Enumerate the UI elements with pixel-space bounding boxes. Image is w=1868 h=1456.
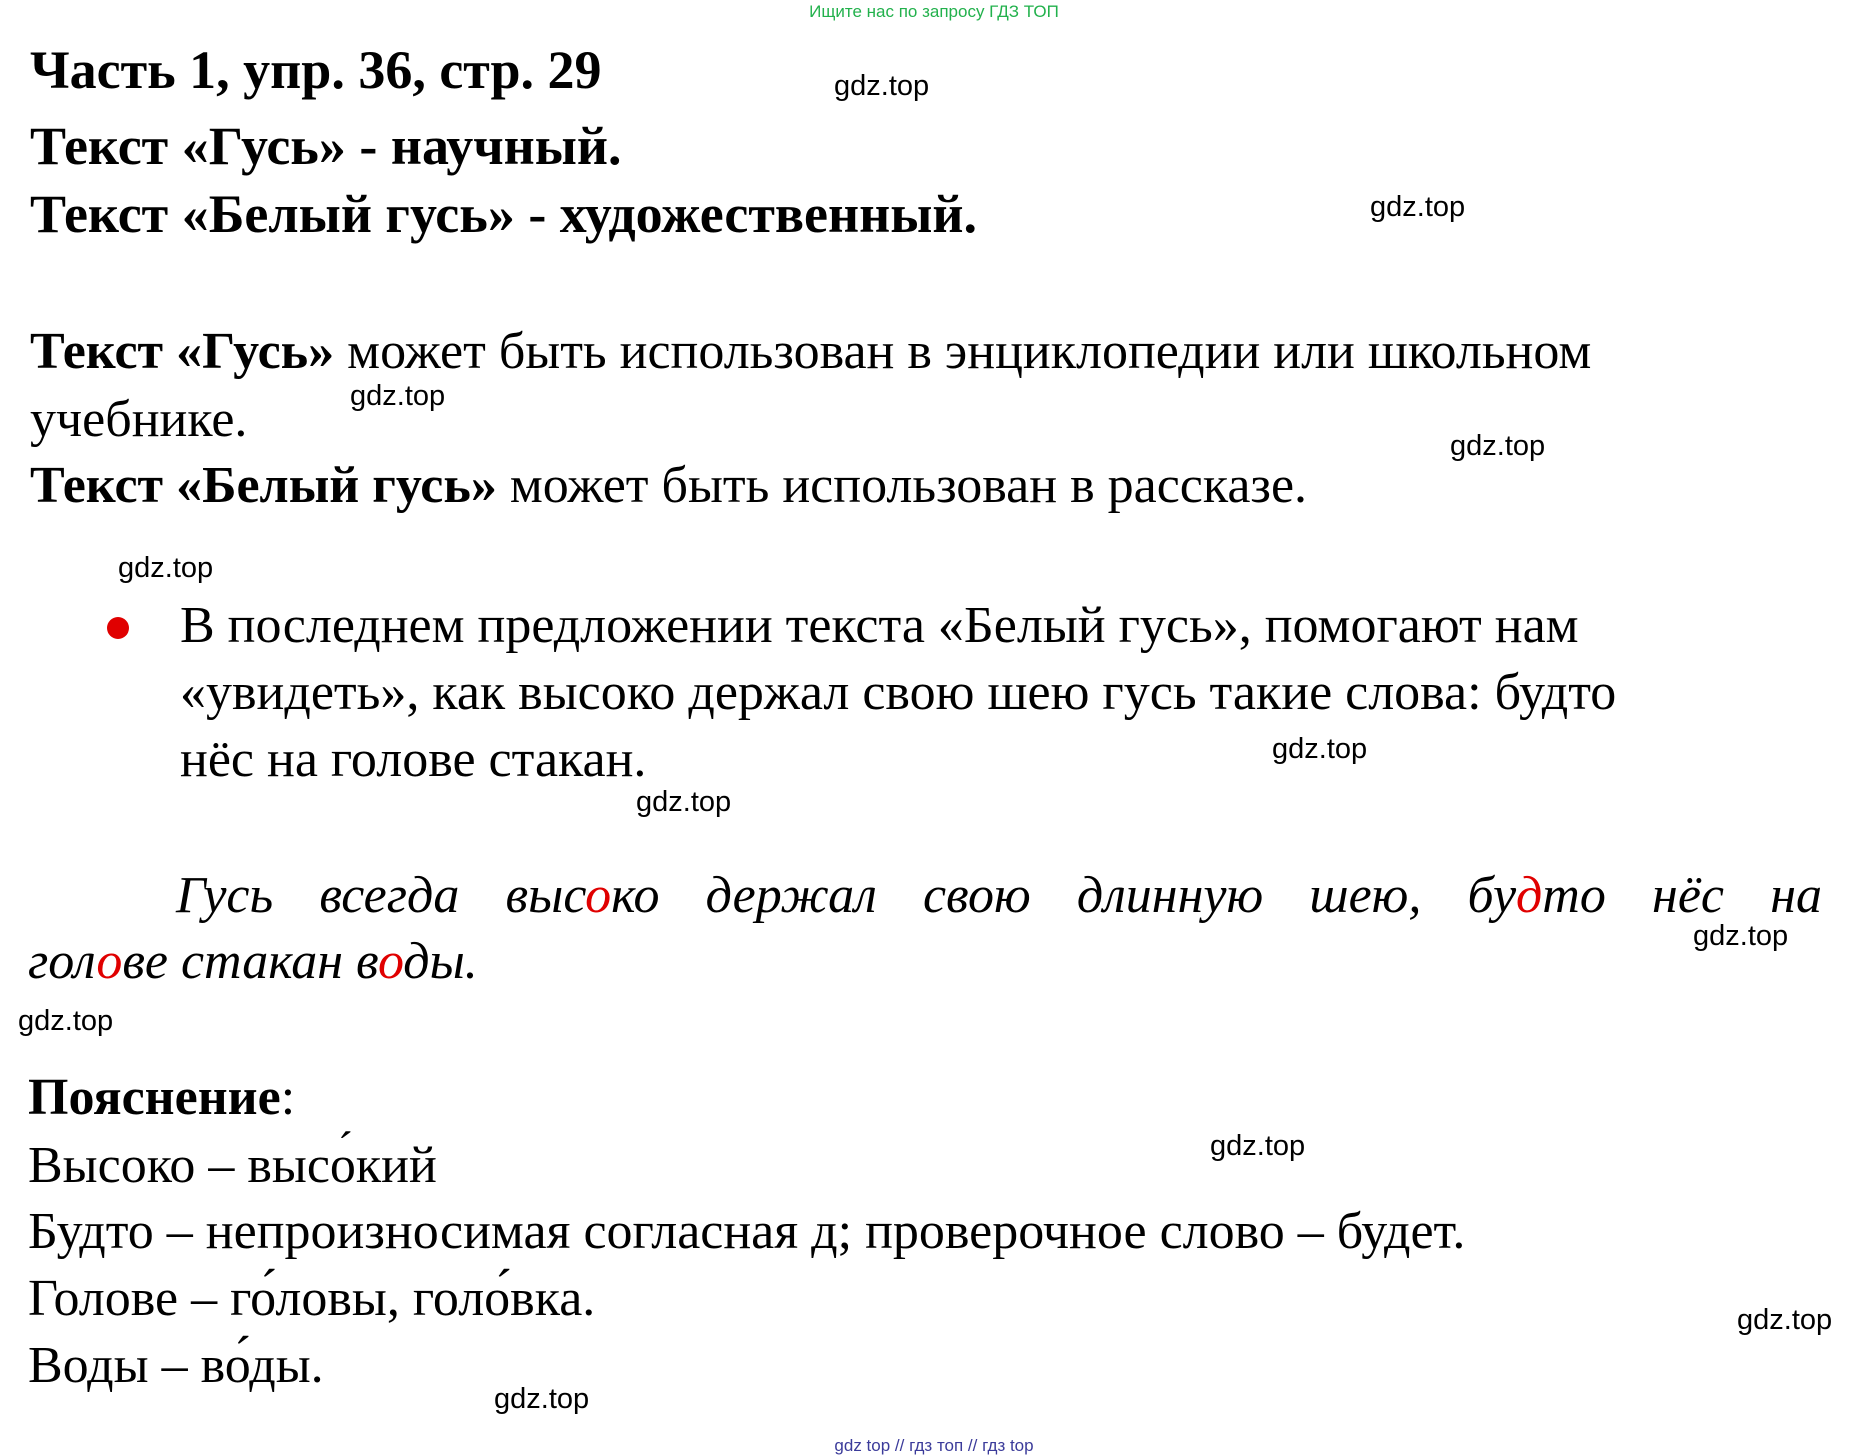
usage-2-title: Текст «Белый гусь» bbox=[30, 457, 497, 514]
explanation-colon: : bbox=[280, 1069, 296, 1126]
explanation-row-4: Воды – во́ды. bbox=[28, 1337, 324, 1394]
explanation-row-3: Голове – го́ловы, голо́вка. bbox=[28, 1270, 596, 1327]
quote-text: ко держал свою длинную шею, бу bbox=[611, 867, 1516, 924]
top-banner[interactable]: Ищите нас по запросу ГДЗ ТОП bbox=[809, 2, 1059, 21]
usage-paragraph-2 bbox=[30, 452, 1307, 520]
exercise-title: Часть 1, упр. 36, стр. 29 bbox=[30, 40, 602, 100]
quote-line-2 bbox=[28, 928, 478, 996]
text-type-white-goose: Текст «Белый гусь» - художественный. bbox=[30, 184, 978, 244]
quote-line-1 bbox=[176, 862, 1822, 930]
watermark: gdz.top bbox=[1370, 191, 1466, 223]
watermark: gdz.top bbox=[18, 1005, 114, 1037]
highlight-letter: д bbox=[1515, 867, 1543, 924]
watermark: gdz.top bbox=[1210, 1130, 1306, 1162]
quote-text: то нёс на bbox=[1542, 867, 1822, 924]
usage-1-text: может быть использован в энциклопедии или школьном bbox=[334, 323, 1592, 380]
usage-paragraph-1 bbox=[30, 318, 1591, 386]
explanation-row-2: Будто – непроизносимая согласная д; проверочное слово – будет. bbox=[28, 1203, 1466, 1260]
bullet-line-2: «увидеть», как высоко держал свою шею гусь такие слова: будто bbox=[180, 664, 1617, 721]
explanation-title: Пояснение bbox=[28, 1069, 281, 1126]
usage-paragraph-1-cont: учебнике. bbox=[30, 391, 248, 448]
explanation-text: Высоко – выс bbox=[28, 1137, 330, 1194]
quote-text: ве стакан в bbox=[122, 933, 378, 990]
quote-text: ды. bbox=[403, 933, 478, 990]
watermark: gdz.top bbox=[1272, 733, 1368, 765]
highlight-letter: о bbox=[377, 933, 404, 990]
text-type-goose: Текст «Гусь» - научный. bbox=[30, 116, 622, 176]
quote-text: Гусь всегда выс bbox=[176, 867, 586, 924]
quote-text: гол bbox=[28, 933, 97, 990]
usage-2-text: может быть использован в рассказе. bbox=[496, 457, 1308, 514]
footer-links[interactable]: gdz top // гдз топ // гдз top bbox=[834, 1436, 1034, 1455]
highlight-letter: о bbox=[96, 933, 123, 990]
bullet-line-3: нёс на голове стакан. bbox=[180, 731, 647, 788]
watermark: gdz.top bbox=[118, 552, 214, 584]
watermark: gdz.top bbox=[1450, 430, 1546, 462]
highlight-letter: о bbox=[585, 867, 612, 924]
watermark: gdz.top bbox=[350, 380, 446, 412]
watermark: gdz.top bbox=[834, 70, 930, 102]
watermark: gdz.top bbox=[1693, 920, 1789, 952]
watermark: gdz.top bbox=[636, 786, 732, 818]
watermark: gdz.top bbox=[1737, 1304, 1833, 1336]
watermark: gdz.top bbox=[494, 1383, 590, 1415]
explanation-text: кий bbox=[355, 1137, 437, 1194]
stressed-letter: о ´ bbox=[330, 1132, 356, 1200]
explanation-heading bbox=[28, 1064, 295, 1132]
explanation-row-1 bbox=[28, 1132, 437, 1200]
bullet-line-1: В последнем предложении текста «Белый гусь», помогают нам bbox=[180, 597, 1579, 654]
bullet-dot bbox=[107, 617, 129, 639]
usage-1-title: Текст «Гусь» bbox=[30, 323, 335, 380]
